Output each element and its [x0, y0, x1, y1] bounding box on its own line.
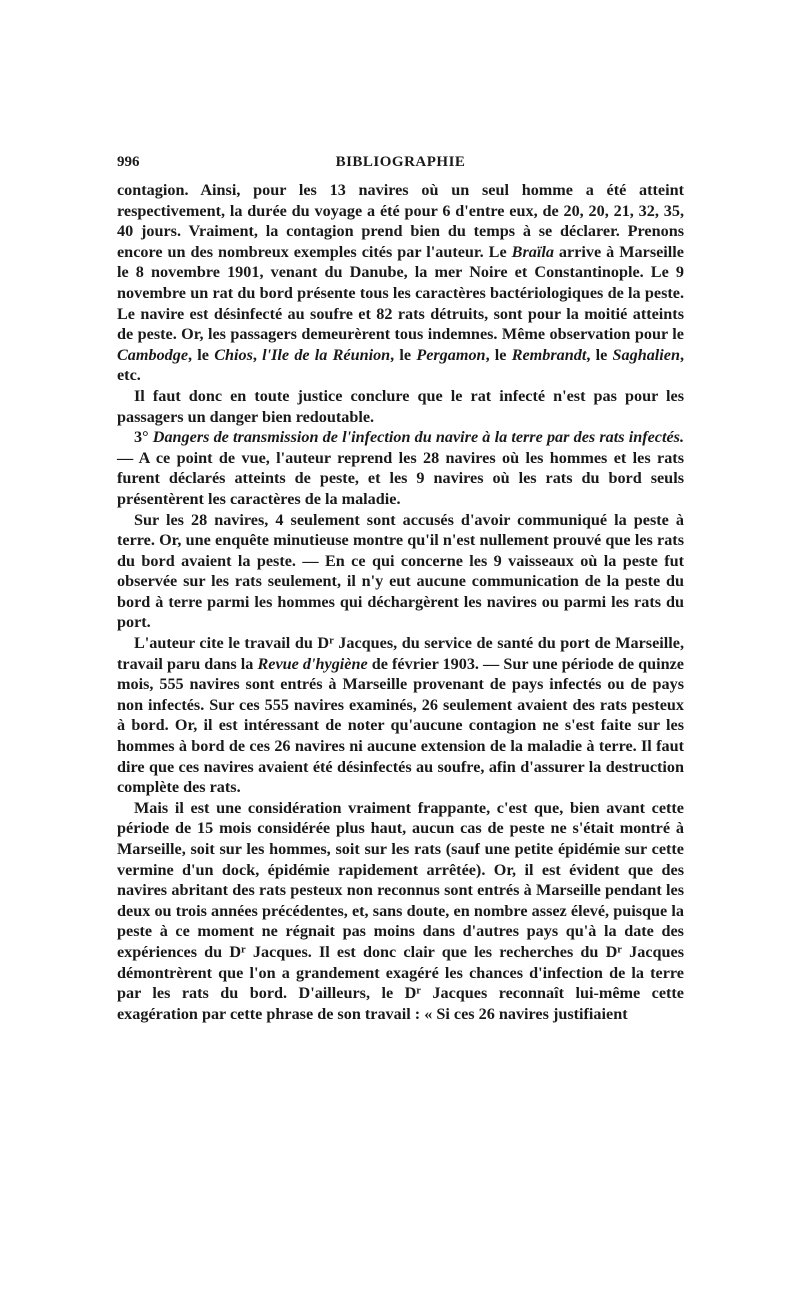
text-run: , le: [390, 345, 417, 364]
page-number: 996: [117, 154, 140, 170]
paragraph-2: Il faut donc en toute justice conclure que le rat infecté n'est pas pour les passagers un danger bien redoutable.: [117, 386, 684, 426]
text-run: Jacques reconnaît lui-même cette exagération par cette phrase de son travail : « Si ces 26 navires justifiaient: [117, 984, 684, 1023]
body-text: [117, 180, 684, 1024]
page-header: [117, 154, 684, 180]
text-run: , le: [586, 345, 613, 364]
superscript: r: [416, 985, 421, 997]
ship-name: Pergamon: [416, 345, 486, 364]
text-run: ,: [252, 345, 263, 364]
text-run: , le: [485, 345, 512, 364]
text-run: Jacques démontrèrent que l'on a grandement exagéré les chances d'infection de la terre par les rats du bord. D'ailleurs, le D: [117, 942, 684, 1003]
paragraph-4: Sur les 28 navires, 4 seulement sont accusés d'avoir communiqué la peste à terre. Or, une enquête minutieuse montre qu'il n'est nullement prouvé que les rats du bord avaient la peste. — En ce qui concerne les 9 vaisseaux où la peste fut observée sur les rats seulement, il n'y eut aucune communication de la peste du bord à terre parmi les hommes qui déchargèrent les navires ou parmi les rats du port.: [117, 510, 684, 632]
section-heading: Dangers de transmission de l'infection du navire à la terre par des rats infectés.: [152, 428, 684, 447]
text-run: contagion. Ainsi, pour les 13 navires où un seul homme a été atteint respectivement, la durée du voyage a été pour 6 d'entre eux, de 20, 20, 21, 32, 35, 40 jours. Vraiment, la contagion prend bien du temps à se déclarer. Prenons encore un des nombreux exemples cités par l'auteur. Le: [117, 181, 684, 261]
ship-name: Rembrandt: [511, 345, 587, 364]
section-number: 3°: [134, 428, 149, 447]
text-run: de février 1903. — Sur une période de quinze mois, 555 navires sont entrés à Marseille provenant de pays infectés ou de pays non infectés. Sur ces 555 navires examinés, 26 seulement avaient des rats pesteux à bord. Or, il est intéressant de noter qu'aucune contagion ne s'est faite sur les hommes à bord de ces 26 navires ni aucune extension de la maladie à terre. Il faut dire que ces navires avaient été désinfectés au soufre, afin d'assurer la destruction complète des rats.: [117, 654, 684, 797]
running-title: BIBLIOGRAPHIE: [335, 154, 466, 170]
text-run: Jacques. Il est donc clair que les recherches du D: [245, 942, 618, 961]
paragraph-6: [117, 798, 684, 1025]
book-page: [117, 154, 684, 1024]
text-run: L'auteur cite le travail du D: [134, 634, 330, 653]
ship-name: Cambodge: [117, 345, 189, 364]
text-run: Mais il est une considération vraiment frappante, c'est que, bien avant cette période de 15 mois considérée plus haut, aucun cas de peste ne s'était montré à Marseille, soit sur les hommes, soit sur les rats (sauf une petite épidémie sur cette vermine d'un dock, épidémie rapidement arrêtée). Or, il est évident que des navires abritant des rats pesteux non reconnus sont entrés à Marseille pendant les deux ou trois années précédentes, et, sans doute, en nombre assez élevé, puisque la peste à ce moment ne régnait pas moins dans d'autres pays qu'à la date des expériences du D: [117, 798, 684, 961]
paragraph-1: [117, 180, 684, 386]
journal-title: Revue d'hygiène: [257, 654, 368, 673]
ship-name: l'Ile de la Réunion: [262, 345, 391, 364]
text-run: — A ce point de vue, l'auteur reprend les 28 navires où les hommes et les rats furent déclarés atteints de peste, et les 9 navires où les rats du bord seuls présentèrent les caractères de la maladie.: [117, 448, 684, 508]
paragraph-5: [117, 633, 684, 798]
superscript: r: [329, 635, 334, 647]
paragraph-3: [117, 427, 684, 509]
text-run: Jacques, du service de santé du port de Marseille, travail paru dans la: [117, 634, 684, 673]
superscript: r: [617, 944, 622, 956]
superscript: r: [241, 944, 246, 956]
text-run: , etc.: [117, 345, 685, 385]
ship-name: Braïla: [511, 242, 554, 261]
ship-name: Chios: [214, 345, 253, 364]
ship-name: Saghalien: [612, 345, 680, 364]
text-run: , le: [188, 345, 215, 364]
text-run: arrive à Marseille le 8 novembre 1901, venant du Danube, la mer Noire et Constantinople. Le 9 novembre un rat du bord présente tous les caractères bactériologiques de la peste. Le navire est désinfecté au soufre et 82 rats détruits, sont pour la moitié atteints de peste. Or, les passagers demeurèrent tous indemnes. Même observation pour le: [117, 242, 684, 344]
